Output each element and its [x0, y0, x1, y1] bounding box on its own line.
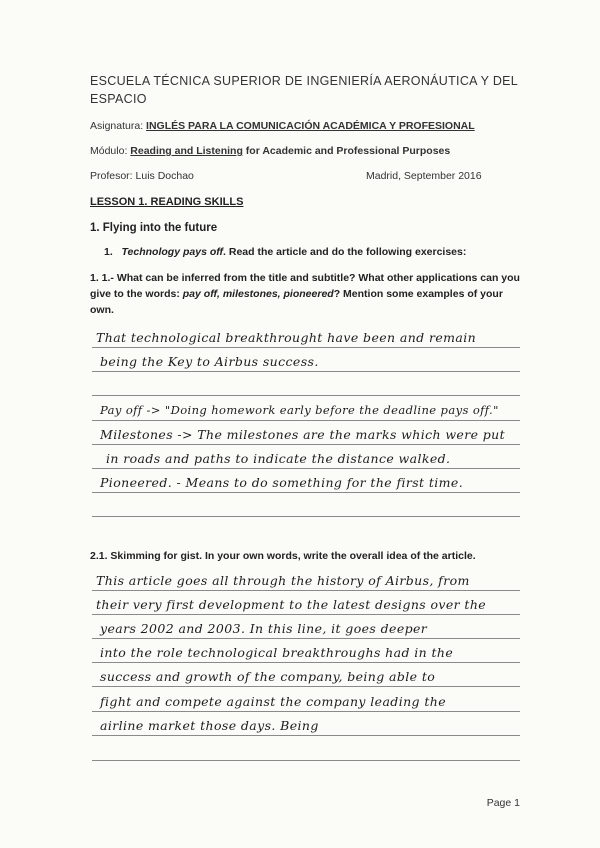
- question-1-terms: pay off, milestones, pioneered: [182, 288, 334, 300]
- answer-line: [92, 686, 520, 687]
- exercise-item: [104, 246, 466, 258]
- question-1: [90, 270, 520, 318]
- handwritten-line: their very first development to the latest designs over the: [96, 597, 487, 612]
- item-title: Technology pays off: [121, 246, 224, 258]
- answer-line: [92, 420, 520, 421]
- answer-line: [92, 347, 520, 348]
- answer-line: [92, 371, 520, 372]
- answer-line: [92, 735, 520, 736]
- module-value-rest: for Academic and Professional Purposes: [242, 145, 451, 157]
- teacher: Profesor: Luis Dochao: [90, 170, 194, 182]
- answer-line: [92, 590, 520, 591]
- module-line: [90, 145, 450, 157]
- handwritten-line: being the Key to Airbus success.: [100, 354, 319, 369]
- answer-line: [92, 711, 520, 712]
- item-number: 1.: [104, 246, 113, 258]
- handwritten-line: fight and compete against the company leading the: [100, 694, 446, 709]
- answer-line: [92, 760, 520, 761]
- handwritten-line: This article goes all through the history of Airbus, from: [96, 573, 470, 588]
- school-name: ESCUELA TÉCNICA SUPERIOR DE INGENIERÍA AERONÁUTICA Y DEL ESPACIO: [90, 74, 518, 106]
- handwritten-line: in roads and paths to indicate the distance walked.: [106, 451, 451, 466]
- handwritten-line: That technological breakthrought have been and remain: [96, 330, 477, 345]
- answer-line: [92, 468, 520, 469]
- item-text: . Read the article and do the following exercises:: [223, 246, 467, 258]
- subject-value: INGLÉS PARA LA COMUNICACIÓN ACADÉMICA Y PROFESIONAL: [146, 120, 475, 132]
- module-value-underlined: Reading and Listening: [130, 145, 243, 157]
- handwritten-line: success and growth of the company, being able to: [100, 669, 436, 684]
- page-number: Page 1: [486, 797, 520, 809]
- handwritten-line: Milestones -> The milestones are the marks which were put: [100, 427, 506, 442]
- section-title: 1. Flying into the future: [90, 222, 218, 234]
- place-date: Madrid, September 2016: [366, 170, 482, 182]
- subject-label: Asignatura:: [90, 120, 144, 132]
- question-1-prefix: 1. 1.- What can be inferred from the title and subtitle? What other applications can you give to the words:: [90, 272, 520, 300]
- answer-line: [92, 662, 520, 663]
- module-label: Módulo:: [90, 145, 128, 157]
- handwritten-line: Pay off -> "Doing homework early before the deadline pays off.": [100, 403, 499, 417]
- answer-line: [92, 516, 520, 517]
- subject-line: [90, 120, 475, 132]
- answer-line: [92, 492, 520, 493]
- question-1-suffix: ? Mention some examples of your own.: [90, 288, 503, 316]
- answer-line: [92, 614, 520, 615]
- handwritten-line: years 2002 and 2003. In this line, it goes deeper: [100, 621, 428, 636]
- answer-line: [92, 395, 520, 396]
- answer-line: [92, 638, 520, 639]
- question-2: 2.1. Skimming for gist. In your own words, write the overall idea of the article.: [90, 550, 476, 562]
- handwritten-line: airline market those days. Being: [100, 718, 319, 733]
- lesson-title: LESSON 1. READING SKILLS: [90, 196, 244, 208]
- answer-line: [92, 444, 520, 445]
- handwritten-line: Pioneered. - Means to do something for the first time.: [100, 475, 464, 490]
- handwritten-line: into the role technological breakthroughs had in the: [100, 645, 454, 660]
